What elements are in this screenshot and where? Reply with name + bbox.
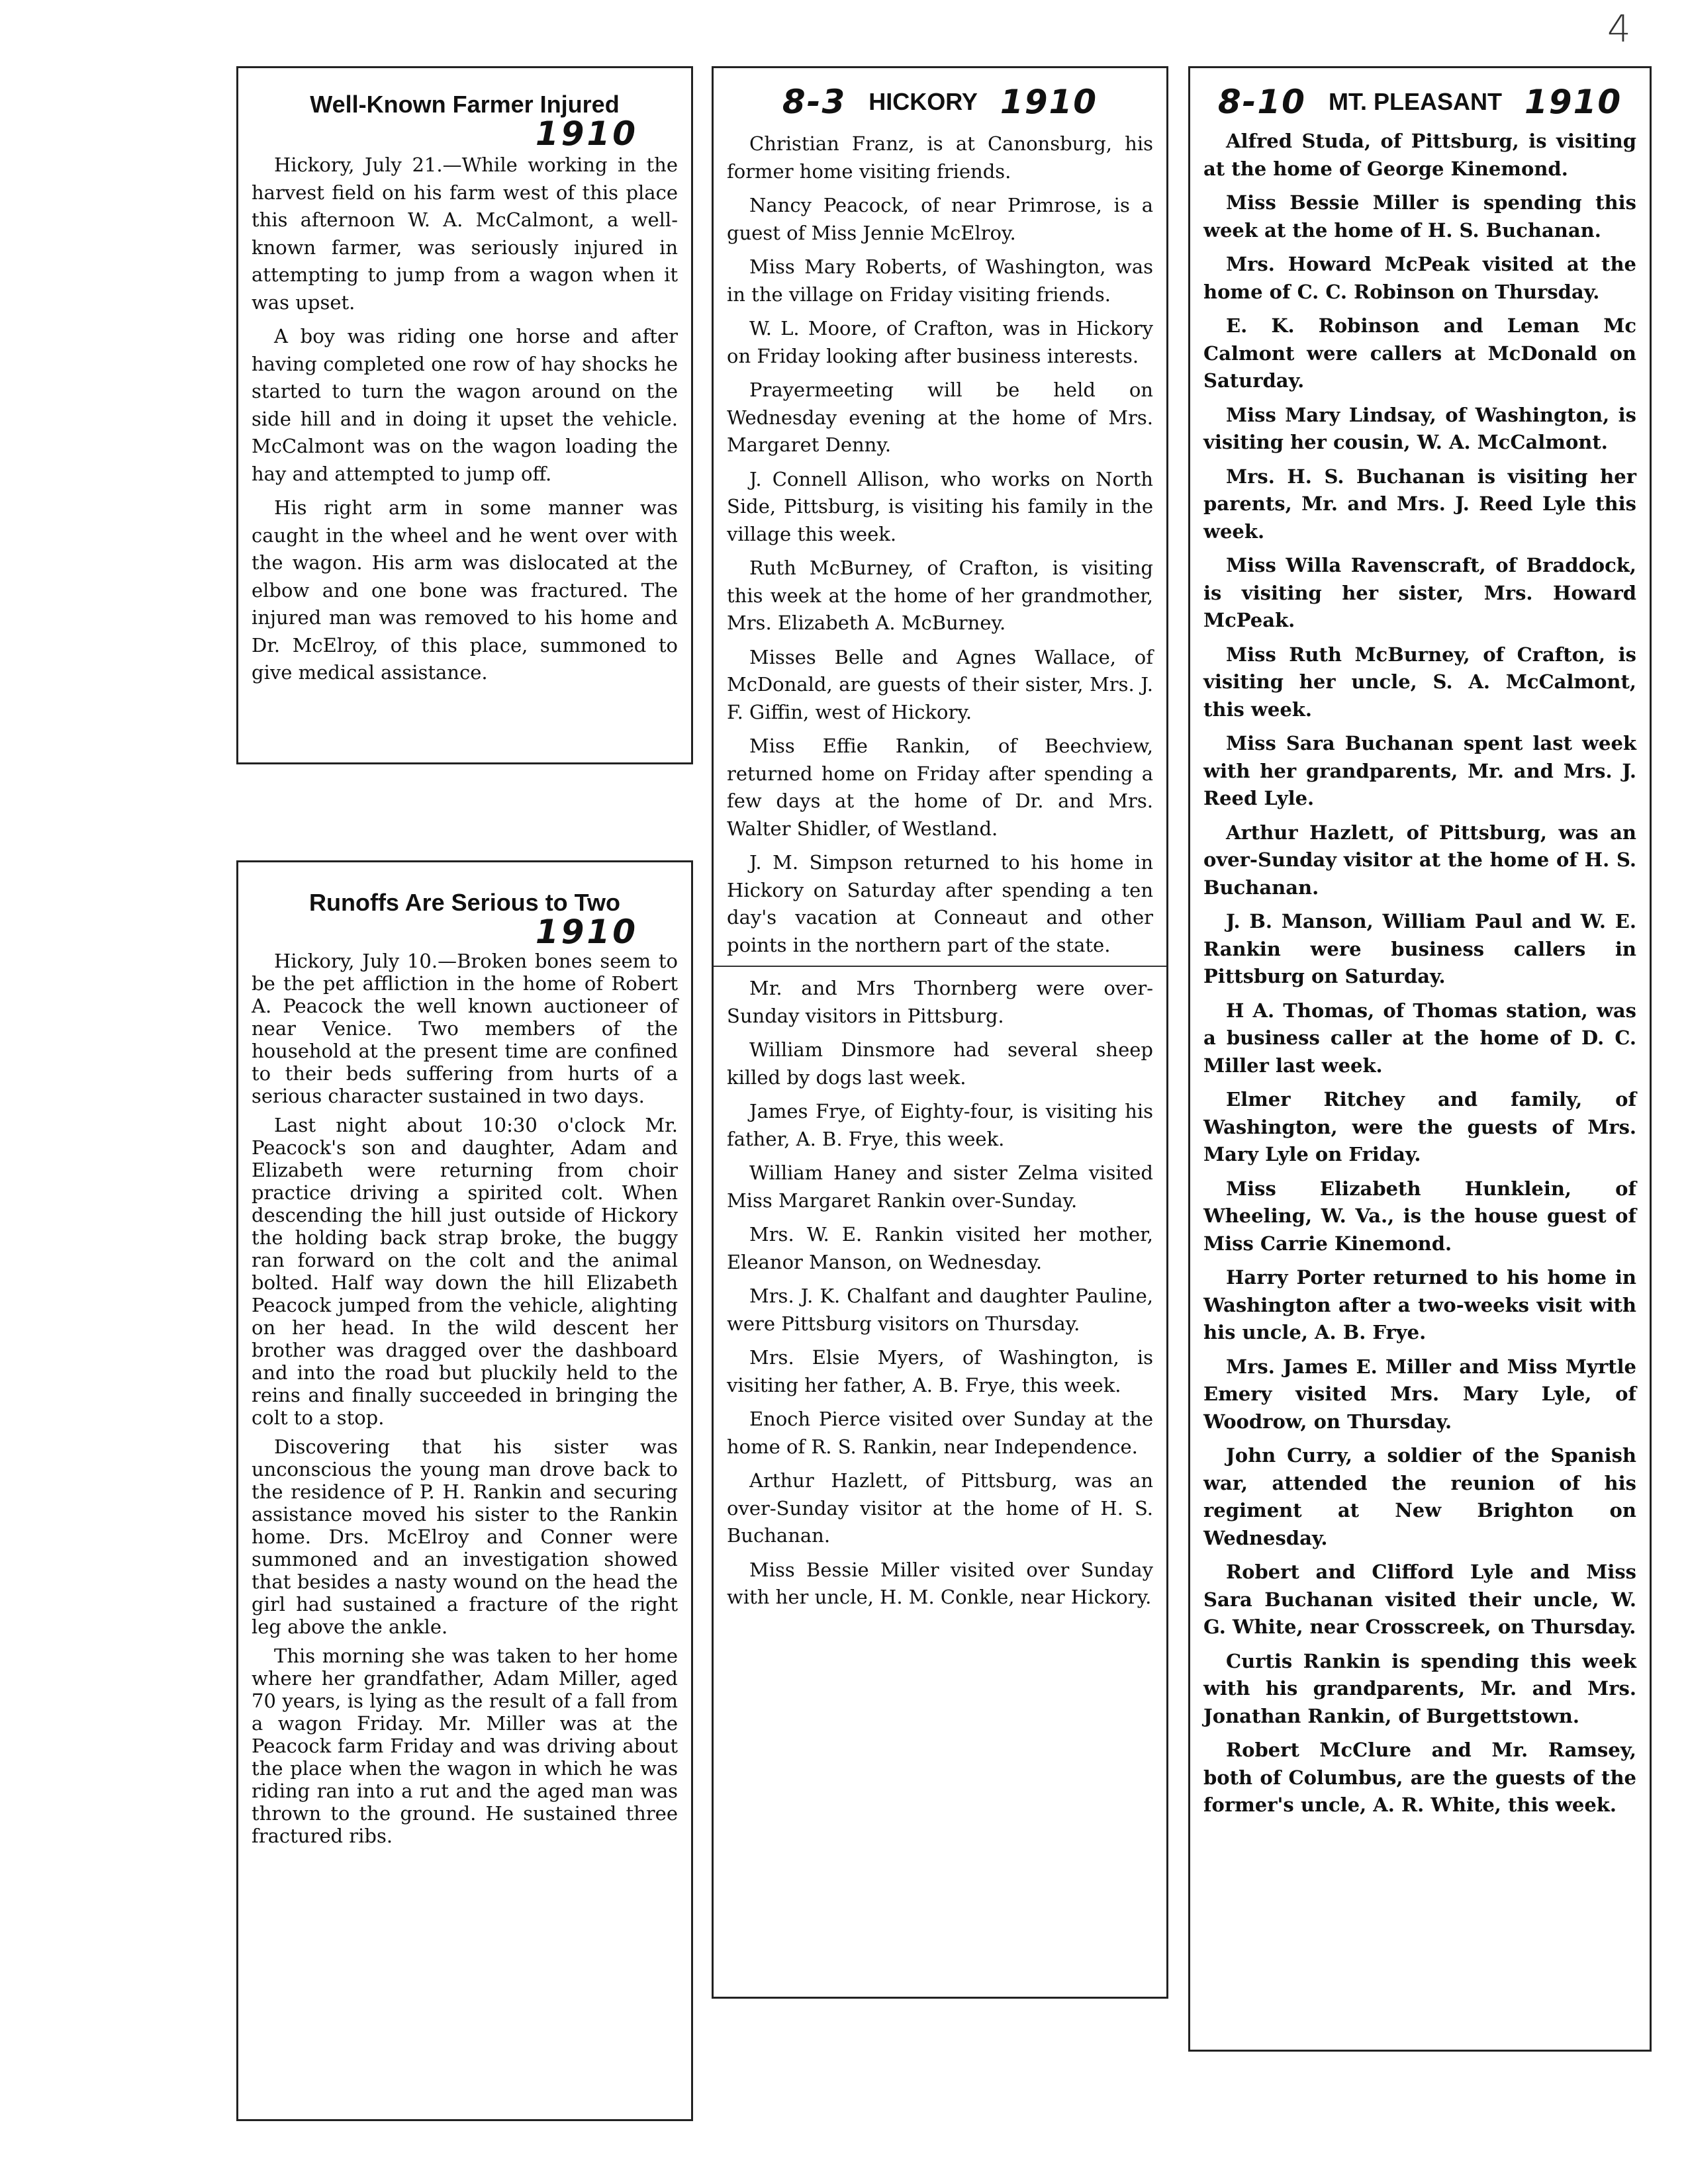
paragraph: A boy was riding one horse and after having completed one row of hay shocks he started to turn the wagon around on the side hill and in doing it upset the vehicle. McCalmont was on the wagon loading the hay and attempted to jump off. bbox=[252, 325, 678, 485]
headline bbox=[727, 80, 1153, 124]
handwritten-date: 8-3 bbox=[782, 83, 847, 121]
paragraph: His right arm in some manner was caught in the wheel and he went over with the wagon. His arm was dislocated at the elbow and one bone was fractured. The injured man was removed to his home and Dr. McElroy, of this place, summoned to give medical assistance. bbox=[252, 496, 678, 684]
news-item: Harry Porter returned to his home in Washington after a two-weeks visit with his uncle, A. B. Frye. bbox=[1203, 1266, 1636, 1343]
news-items bbox=[1203, 128, 1636, 1819]
news-item: Miss Mary Roberts, of Washington, was in the village on Friday visiting friends. bbox=[727, 255, 1153, 306]
news-item: Arthur Hazlett, of Pittsburg, was an over-Sunday visitor at the home of H. S. Buchanan. bbox=[727, 1469, 1153, 1547]
news-item: Ruth McBurney, of Crafton, is visiting this week at the home of her grandmother, Mrs. Elizabeth A. McBurney. bbox=[727, 557, 1153, 634]
headline-text: MT. PLEASANT bbox=[1328, 88, 1502, 115]
news-item: Mrs. J. K. Chalfant and daughter Pauline, were Pittsburg visitors on Thursday. bbox=[727, 1285, 1153, 1335]
handwritten-year: 1910 bbox=[535, 913, 638, 951]
news-item: Mrs. James E. Miller and Miss Myrtle Emery visited Mrs. Mary Lyle, of Woodrow, on Thursday. bbox=[1203, 1355, 1636, 1433]
news-item: H A. Thomas, of Thomas station, was a business caller at the home of D. C. Miller last week. bbox=[1203, 999, 1636, 1077]
news-item: Miss Elizabeth Hunklein, of Wheeling, W. Va., is the house guest of Miss Carrie Kinemond. bbox=[1203, 1177, 1636, 1255]
news-item: Mrs. W. E. Rankin visited her mother, Eleanor Manson, on Wednesday. bbox=[727, 1223, 1153, 1273]
news-item: William Haney and sister Zelma visited Miss Margaret Rankin over-Sunday. bbox=[727, 1161, 1153, 1212]
paragraph: Discovering that his sister was unconscious the young man drove back to the residence of P. H. Rankin and securing assistance moved his sister to the Rankin home. Drs. McElroy and Conner were summoned and an investigation showed that besides a nasty wound on the head the girl had sustained a fracture of the right leg above the ankle. bbox=[252, 1435, 678, 1638]
headline-text: Runoffs Are Serious to Two bbox=[308, 889, 620, 916]
news-item: Miss Effie Rankin, of Beechview, returned home on Friday after spending a few days at the home of Dr. and Mrs. Walter Shidler, of Westland. bbox=[727, 735, 1153, 840]
news-item: Robert McClure and Mr. Ramsey, both of Columbus, are the guests of the former's uncle, A. R. White, this week. bbox=[1203, 1739, 1636, 1816]
news-item: E. K. Robinson and Leman Mc Calmont were callers at McDonald on Saturday. bbox=[1203, 314, 1636, 392]
page-number: 4 bbox=[1607, 8, 1631, 51]
news-item: Curtis Rankin is spending this week with his grandparents, Mr. and Mrs. Jonathan Rankin, of Burgettstown. bbox=[1203, 1649, 1636, 1727]
news-item: J. B. Manson, William Paul and W. E. Rankin were business callers in Pittsburg on Saturday. bbox=[1203, 910, 1636, 987]
clipping-mt-pleasant bbox=[1188, 66, 1652, 2052]
handwritten-year: 1910 bbox=[535, 114, 638, 153]
news-item: Robert and Clifford Lyle and Miss Sara Buchanan visited their uncle, W. G. White, near Crosscreek, on Thursday. bbox=[1203, 1561, 1636, 1638]
paragraph: Hickory, July 10.—Broken bones seem to be the pet affliction in the home of Robert A. Peacock the well known auctioneer of near Venice. Two members of the household at the present time are confined to their beds suffering from hurts of a serious character sustained in two days. bbox=[252, 950, 678, 1107]
paragraph: Hickory, July 21.—While working in the harvest field on his farm west of this place this afternoon W. A. McCalmont, a well-known farmer, was seriously injured in attempting to jump from a wagon when it was upset. bbox=[252, 154, 678, 314]
news-item: Christian Franz, is at Canonsburg, his former home visiting friends. bbox=[727, 132, 1153, 183]
news-item: Miss Sara Buchanan spent last week with her grandparents, Mr. and Mrs. J. Reed Lyle. bbox=[1203, 732, 1636, 809]
news-item: James Frye, of Eighty-four, is visiting his father, A. B. Frye, this week. bbox=[727, 1100, 1153, 1150]
news-item: J. M. Simpson returned to his home in Hickory on Saturday after spending a ten day's vacation at Conneaut and other points in the northern part of the state. bbox=[727, 851, 1153, 956]
news-item: Mrs. Howard McPeak visited at the home of C. C. Robinson on Thursday. bbox=[1203, 253, 1636, 303]
handwritten-year: 1910 bbox=[1000, 83, 1098, 121]
handwritten-year: 1910 bbox=[1524, 83, 1622, 121]
handwritten-date: 8-10 bbox=[1217, 83, 1306, 121]
news-items-b bbox=[727, 975, 1153, 1612]
news-item: Mrs. Elsie Myers, of Washington, is visiting her father, A. B. Frye, this week. bbox=[727, 1346, 1153, 1396]
paragraph: Last night about 10:30 o'clock Mr. Peacock's son and daughter, Adam and Elizabeth were returning from choir practice driving a spirited colt. When descending the hill just outside of Hickory the holding back strap broke, the buggy ran forward on the colt and the animal bolted. Half way down the hill Elizabeth Peacock jumped from the vehicle, alighting on her head. In the wild descent her brother was dragged over the dashboard and into the road but pluckily held to the reins and finally succeeded in bringing the colt to a stop. bbox=[252, 1114, 678, 1429]
clipping-hickory bbox=[712, 66, 1168, 1999]
news-item: Mrs. H. S. Buchanan is visiting her parents, Mr. and Mrs. J. Reed Lyle this week. bbox=[1203, 465, 1636, 543]
article-body bbox=[252, 152, 678, 687]
news-item: Miss Mary Lindsay, of Washington, is visiting her cousin, W. A. McCalmont. bbox=[1203, 403, 1636, 453]
section-divider bbox=[714, 966, 1166, 967]
headline-text: HICKORY bbox=[868, 88, 978, 115]
news-item: William Dinsmore had several sheep killed by dogs last week. bbox=[727, 1038, 1153, 1089]
news-item: W. L. Moore, of Crafton, was in Hickory on Friday looking after business interests. bbox=[727, 317, 1153, 367]
news-item: J. Connell Allison, who works on North Side, Pittsburg, is visiting his family in the village this week. bbox=[727, 467, 1153, 545]
news-item: John Curry, a soldier of the Spanish war, attended the reunion of his regiment at New Brighton on Wednesday. bbox=[1203, 1444, 1636, 1549]
news-item: Arthur Hazlett, of Pittsburg, was an over-Sunday visitor at the home of H. S. Buchanan. bbox=[1203, 821, 1636, 899]
news-item: Alfred Studa, of Pittsburg, is visiting at the home of George Kinemond. bbox=[1203, 130, 1636, 180]
news-item: Mr. and Mrs Thornberg were over-Sunday visitors in Pittsburg. bbox=[727, 977, 1153, 1027]
news-item: Misses Belle and Agnes Wallace, of McDonald, are guests of their sister, Mrs. J. F. Giffin, west of Hickory. bbox=[727, 645, 1153, 723]
news-item: Miss Ruth McBurney, of Crafton, is visiting her uncle, S. A. McCalmont, this week. bbox=[1203, 643, 1636, 721]
news-item: Elmer Ritchey and family, of Washington, were the guests of Mrs. Mary Lyle on Friday. bbox=[1203, 1088, 1636, 1165]
news-item: Miss Bessie Miller visited over Sunday with her uncle, H. M. Conkle, near Hickory. bbox=[727, 1558, 1153, 1608]
clipping-farmer-injured bbox=[236, 66, 693, 764]
paragraph: This morning she was taken to her home where her grandfather, Adam Miller, aged 70 years, is lying as the result of a fall from a wagon Friday. Mr. Miller was at the Peacock farm Friday and was driving about the place when the wagon in which he was riding ran into a rut and the aged man was thrown to the ground. He sustained three fractured ribs. bbox=[252, 1645, 678, 1847]
news-item: Enoch Pierce visited over Sunday at the home of R. S. Rankin, near Independence. bbox=[727, 1408, 1153, 1458]
news-items-a bbox=[727, 130, 1153, 959]
clipping-runoffs bbox=[236, 860, 693, 2121]
article-body bbox=[252, 950, 678, 1847]
headline bbox=[252, 83, 678, 126]
headline bbox=[1203, 80, 1636, 124]
news-item: Nancy Peacock, of near Primrose, is a guest of Miss Jennie McElroy. bbox=[727, 194, 1153, 244]
news-item: Miss Bessie Miller is spending this week at the home of H. S. Buchanan. bbox=[1203, 191, 1636, 242]
headline-text: Well-Known Farmer Injured bbox=[310, 91, 620, 118]
headline bbox=[252, 881, 678, 925]
news-item: Miss Willa Ravenscraft, of Braddock, is visiting her sister, Mrs. Howard McPeak. bbox=[1203, 554, 1636, 631]
news-item: Prayermeeting will be held on Wednesday evening at the home of Mrs. Margaret Denny. bbox=[727, 379, 1153, 456]
